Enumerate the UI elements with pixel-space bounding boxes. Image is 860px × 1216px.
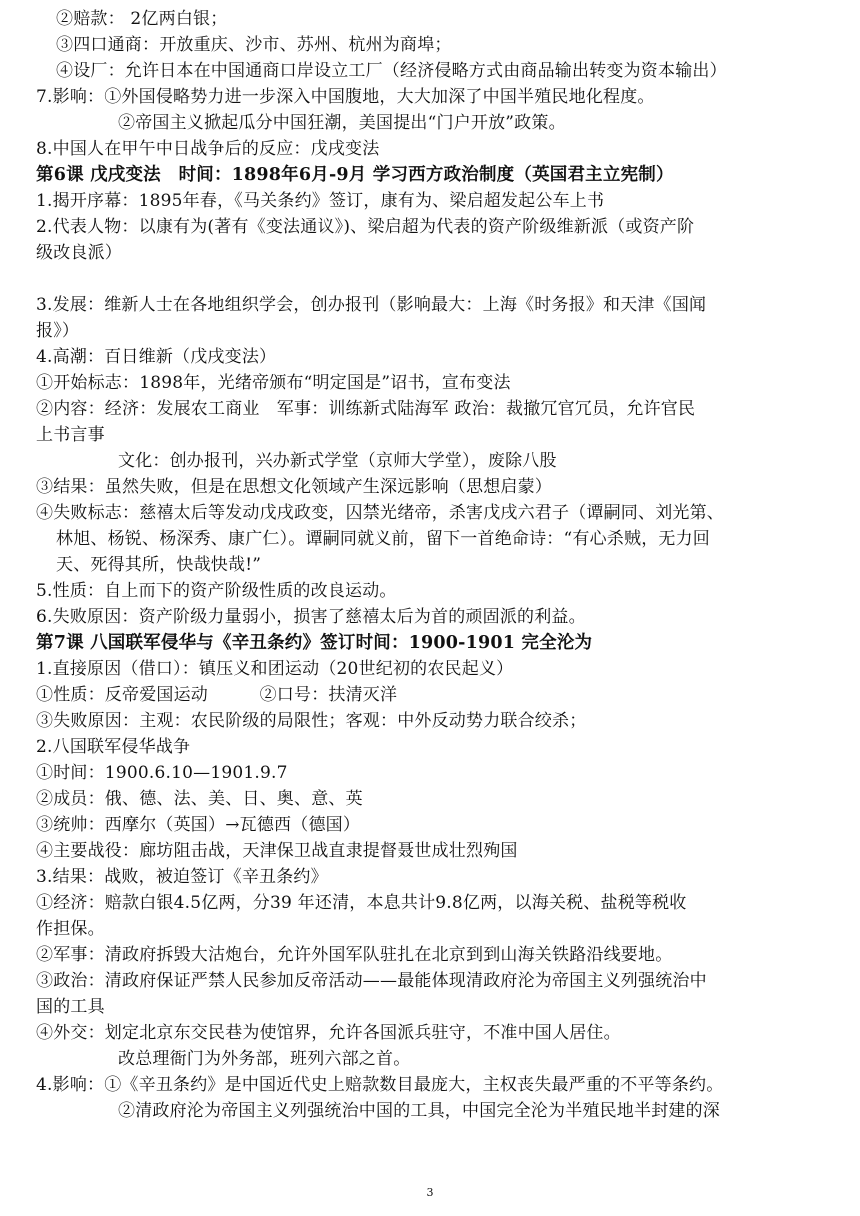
text-line: ③失败原因：主观：农民阶级的局限性；客观：中外反动势力联合绞杀； bbox=[36, 711, 587, 731]
text-line: ①开始标志：1898年，光绪帝颁布“明定国是”诏书，宣布变法 bbox=[36, 373, 511, 393]
text-line: ①经济：赔款白银4.5亿两，分39 年还清，本息共计9.8亿两，以海关税、盐税等税收 bbox=[36, 893, 687, 913]
text-line: ④失败标志：慈禧太后等发动戊戌政变，囚禁光绪帝，杀害戊戌六君子（谭嗣同、刘光第、 bbox=[36, 503, 724, 523]
text-line: 3.发展：维新人士在各地组织学会，创办报刊（影响最大：上海《时务报》和天津《国闻 bbox=[36, 295, 707, 315]
text-line: ②帝国主义掀起瓜分中国狂潮，美国提出“门户开放”政策。 bbox=[118, 113, 566, 133]
text-line: 5.性质：自上而下的资产阶级性质的改良运动。 bbox=[36, 581, 397, 601]
text-line: 4.高潮：百日维新（戊戌变法） bbox=[36, 347, 277, 367]
text-line: ④设厂：允许日本在中国通商口岸设立工厂（经济侵略方式由商品输出转变为资本输出） bbox=[56, 61, 727, 81]
text-line: ②内容：经济：发展农工商业 军事：训练新式陆海军 政治：裁撤冗官冗员，允许官民 bbox=[36, 399, 696, 419]
text-line: 改总理衙门为外务部，班列六部之首。 bbox=[118, 1049, 411, 1069]
text-line: 文化：创办报刊，兴办新式学堂（京师大学堂），废除八股 bbox=[118, 451, 557, 471]
text-line: 天、死得其所，快哉快哉!” bbox=[56, 555, 262, 575]
text-line: ③四口通商：开放重庆、沙市、苏州、杭州为商埠； bbox=[56, 35, 452, 55]
text-line: 6.失败原因：资产阶级力量弱小，损害了慈禧太后为首的顽固派的利益。 bbox=[36, 607, 586, 627]
text-line: 林旭、杨锐、杨深秀、康广仁）。谭嗣同就义前，留下一首绝命诗：“有心杀贼，无力回 bbox=[56, 529, 710, 549]
section-heading: 第7课 八国联军侵华与《辛丑条约》签订时间：1900-1901 完全沦为 bbox=[36, 633, 593, 653]
text-line: 1.直接原因（借口）：镇压义和团运动（20世纪初的农民起义） bbox=[36, 659, 514, 679]
text-line: ①时间：1900.6.10—1901.9.7 bbox=[36, 763, 288, 783]
text-line: ②军事：清政府拆毁大沽炮台，允许外国军队驻扎在北京到到山海关铁路沿线要地。 bbox=[36, 945, 673, 965]
text-line: ①性质：反帝爱国运动 ②口号：扶清灭洋 bbox=[36, 685, 398, 705]
text-line: ③结果：虽然失败，但是在思想文化领域产生深远影响（思想启蒙） bbox=[36, 477, 552, 497]
text-line: ②赔款： 2亿两白银； bbox=[56, 9, 228, 29]
text-line: 2.代表人物：以康有为(著有《变法通议》)、梁启超为代表的资产阶级维新派（或资产阶 bbox=[36, 217, 695, 237]
text-line: 3.结果：战败，被迫签订《辛丑条约》 bbox=[36, 867, 328, 887]
section-heading: 第6课 戊戌变法 时间：1898年6月-9月 学习西方政治制度（英国君主立宪制） bbox=[36, 165, 674, 185]
text-line: 2.八国联军侵华战争 bbox=[36, 737, 191, 757]
text-line: ③统帅：西摩尔（英国）→瓦德西（德国） bbox=[36, 815, 361, 835]
text-line: 8.中国人在甲午中日战争后的反应：戊戌变法 bbox=[36, 139, 380, 159]
text-line: ②清政府沦为帝国主义列强统治中国的工具，中国完全沦为半殖民地半封建的深 bbox=[118, 1101, 720, 1121]
text-line: ③政治：清政府保证严禁人民参加反帝活动——最能体现清政府沦为帝国主义列强统治中 bbox=[36, 971, 707, 991]
text-line: 4.影响：①《辛丑条约》是中国近代史上赔款数目最庞大，主权丧失最严重的不平等条约。 bbox=[36, 1075, 724, 1095]
text-line: 国的工具 bbox=[36, 997, 105, 1017]
text-line: ④主要战役：廊坊阻击战，天津保卫战直隶提督聂世成壮烈殉国 bbox=[36, 841, 518, 861]
text-line: 上书言事 bbox=[36, 425, 105, 445]
text-line: 1.揭开序幕：1895年春，《马关条约》签订，康有为、梁启超发起公车上书 bbox=[36, 191, 605, 211]
text-line: 级改良派） bbox=[36, 243, 122, 263]
text-line: ②成员：俄、德、法、美、日、奥、意、英 bbox=[36, 789, 363, 809]
text-line: 报》） bbox=[36, 321, 80, 341]
page-number: 3 bbox=[426, 1186, 434, 1199]
text-line: ④外交：划定北京东交民巷为使馆界，允许各国派兵驻守，不准中国人居住。 bbox=[36, 1023, 621, 1043]
text-line: 7.影响：①外国侵略势力进一步深入中国腹地，大大加深了中国半殖民地化程度。 bbox=[36, 87, 655, 107]
text-line: 作担保。 bbox=[36, 919, 105, 939]
